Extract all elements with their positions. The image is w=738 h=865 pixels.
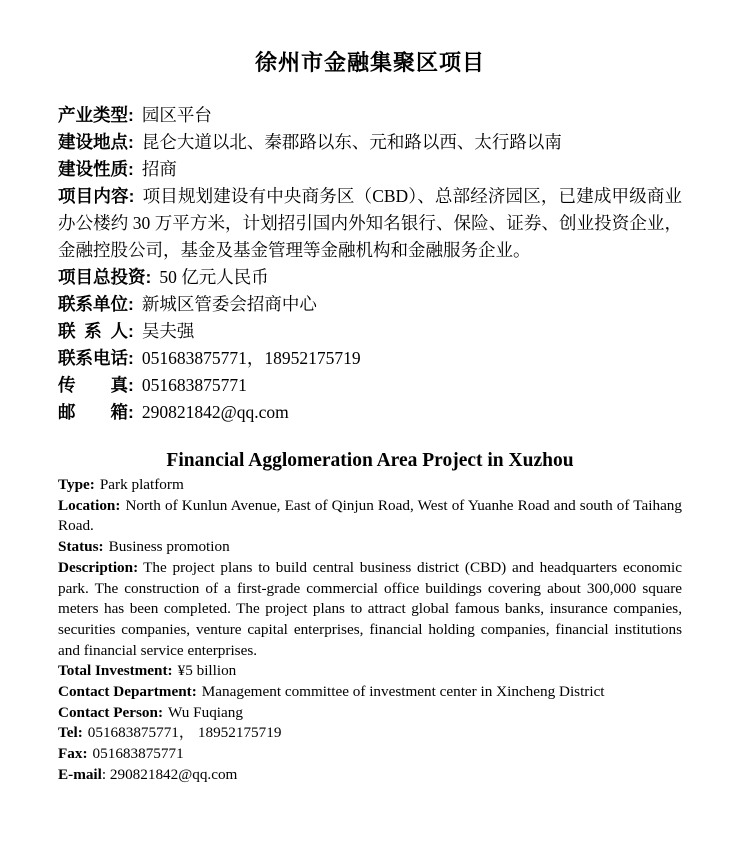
field-label: 项目内容: — [58, 186, 135, 206]
field-label: 建设地点: — [58, 132, 134, 152]
field-en-fax — [58, 744, 682, 765]
field-zh-contact-person — [58, 318, 682, 345]
field-value: 051683875771 — [92, 745, 184, 763]
field-en-contact-person — [58, 703, 682, 724]
field-label: Total Investment: — [58, 662, 173, 680]
field-label: 邮 箱: — [58, 402, 134, 422]
field-label: Description: — [58, 558, 139, 576]
field-en-email — [58, 765, 682, 786]
field-value: North of Kunlun Avenue, East of Qinjun Road, West of Yuanhe Road and south of Taihang Road. — [58, 496, 682, 535]
english-section — [58, 475, 682, 786]
field-zh-description — [58, 183, 682, 264]
field-label: 产业类型: — [58, 105, 134, 125]
field-label: Location: — [58, 496, 121, 514]
field-zh-fax — [58, 372, 682, 399]
field-label: Tel: — [58, 724, 83, 742]
field-label: 建设性质: — [58, 159, 134, 179]
field-label: 传 真: — [58, 375, 134, 395]
field-value: 招商 — [141, 159, 177, 179]
field-zh-status — [58, 156, 682, 183]
english-title: Financial Agglomeration Area Project in Xuzhou — [166, 450, 574, 471]
field-en-location — [58, 496, 682, 537]
field-value: 051683875771， 18952175719 — [87, 724, 282, 742]
chinese-title: 徐州市金融集聚区项目 — [254, 50, 485, 75]
field-label: Contact Department: — [58, 683, 197, 701]
field-en-total-investment — [58, 661, 682, 682]
field-label: Contact Person: — [58, 703, 164, 721]
field-value: The project plans to build central business district (CBD) and headquarters economic park. The construction of a first-grade commercial office buildings covering about 300,000 square meters has been completed. The project plans to attract global famous banks, insurance companies, securities companies, venture capital enterprises, financial holding companies, financial institutions and financial service enterprises. — [58, 558, 682, 659]
field-label: 联 系 人: — [58, 321, 134, 341]
field-zh-email — [58, 399, 682, 426]
field-en-status — [58, 537, 682, 558]
field-zh-contact-department — [58, 291, 682, 318]
field-value: 新城区管委会招商中心 — [141, 294, 317, 314]
chinese-section — [58, 102, 682, 426]
field-en-description — [58, 558, 682, 662]
field-en-tel — [58, 723, 682, 744]
field-label: Fax: — [58, 745, 88, 763]
field-value: Business promotion — [108, 538, 230, 556]
field-value: ¥5 billion — [177, 662, 237, 680]
field-label: Status: — [58, 538, 104, 556]
field-label: 联系单位: — [58, 294, 134, 314]
field-value: : 290821842@qq.com — [101, 765, 238, 783]
field-zh-location — [58, 129, 682, 156]
field-value: Management committee of investment center in Xincheng District — [201, 683, 605, 701]
field-value: Wu Fuqiang — [168, 703, 243, 721]
field-value: 项目规划建设有中央商务区（CBD）、总部经济园区，已建成甲级商业办公楼约 30 万平方米，计划招引国内外知名银行、保险、证券、创业投资企业，金融控股公司，基金及基金管理等金融机构和金融服务企业。 — [58, 186, 682, 260]
field-zh-total-investment — [58, 264, 682, 291]
field-value: 051683875771，18952175719 — [141, 348, 361, 368]
field-zh-industry-type — [58, 102, 682, 129]
field-value: 50 亿元人民币 — [159, 267, 269, 287]
field-en-type — [58, 475, 682, 496]
field-value: 051683875771 — [141, 375, 247, 395]
field-value: 吴夫强 — [141, 321, 195, 341]
field-value: 290821842@qq.com — [141, 402, 289, 422]
field-label: 联系电话: — [58, 348, 134, 368]
field-en-contact-department — [58, 682, 682, 703]
field-label: E-mail — [58, 765, 102, 783]
field-label: 项目总投资: — [58, 267, 152, 287]
field-value: Park platform — [99, 476, 184, 493]
field-value: 昆仑大道以北、秦郡路以东、元和路以西、太行路以南 — [141, 132, 562, 152]
field-zh-tel — [58, 345, 682, 372]
field-value: 园区平台 — [141, 105, 212, 125]
field-label: Type: — [58, 476, 95, 493]
